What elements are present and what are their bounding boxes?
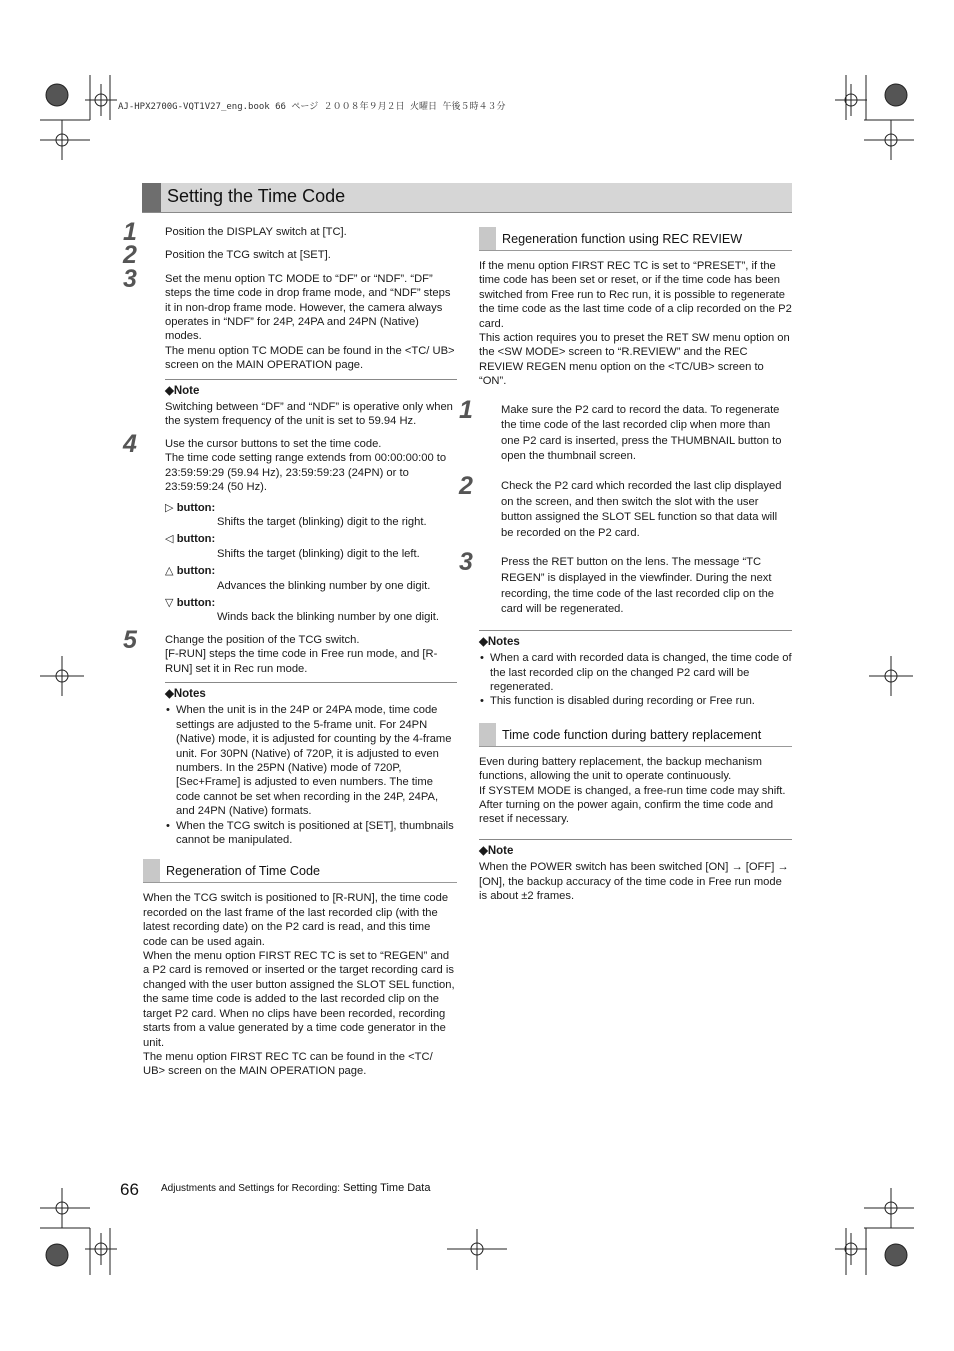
step-number: 4 (123, 429, 137, 458)
subheading-text: Time code function during battery replacement (502, 727, 762, 742)
note-heading: ◆Note (165, 384, 200, 397)
right-column (459, 227, 792, 903)
step-text: Make sure the P2 card to record the data. To regenerate the time code of the last recorded clip when more than one P2 card is inserted, press the THUMBNAIL button to open the thumbnail screen. (501, 403, 782, 463)
step-1 (459, 395, 792, 465)
note-heading: ◆Note (479, 844, 514, 857)
notes-heading: ◆Notes (165, 687, 206, 700)
button-desc: Shifts the target (blinking) digit to the left. (217, 547, 420, 560)
paragraph: Even during battery replacement, the backup mechanism functions, allowing the unit to operate continuously. (479, 755, 762, 783)
subheading-text: Regeneration function using REC REVIEW (502, 232, 743, 246)
notes-heading: ◆Notes (479, 635, 520, 648)
step-text: Press the RET button on the lens. The message “TC REGEN” is displayed in the viewfinder. During the next recording, the time code of the last recorded clip on the card will be regenerated. (501, 556, 775, 616)
battery-subheading (479, 723, 792, 747)
list-item: • This function is disabled during recording or Free run. (479, 694, 792, 708)
subheading-marker (479, 227, 496, 250)
note-text: When the POWER switch has been switched [ON] → [OFF] → [ON], the backup accuracy of the time code in Free run mode is about ±2 frames. (479, 861, 789, 903)
cursor-button-list (165, 501, 457, 625)
left-triangle-icon: ◁ (165, 533, 174, 546)
step-text: Check the P2 card which recorded the last clip displayed on the screen, and then switch the slot with the user button assigned the SLOT SEL function so that data will be recorded on the P2 card. (501, 480, 782, 539)
subheading-marker (479, 723, 496, 746)
button-right (165, 501, 457, 530)
step-number: 3 (459, 548, 473, 577)
step-2 (459, 472, 792, 541)
right-triangle-icon: ▷ (165, 501, 174, 514)
paragraph: When the TCG switch is positioned to [R-RUN], the time code recorded on the last frame of the last recorded clip (with the latest recording date) on the P2 card is read, and this time code can be used again. (143, 892, 449, 948)
button-desc: Shifts the target (blinking) digit to the right. (217, 515, 427, 528)
divider (479, 839, 792, 840)
step-number: 1 (459, 395, 473, 424)
button-label: button: (176, 565, 216, 578)
print-header-line: AJ-HPX2700G-VQT1V27_eng.book 66 ページ ２００８年９月２日 火曜日 午後５時４３分 (118, 102, 506, 112)
paragraph: If SYSTEM MODE is changed, a free-run time code may shift. After turning on the power again, confirm the time code and reset if necessary. (479, 784, 786, 826)
section-title-bar (142, 183, 792, 213)
step-5 (123, 625, 457, 848)
button-label: button: (176, 596, 216, 609)
step-3 (459, 548, 792, 617)
step-number: 1 (123, 218, 137, 246)
paragraph: This action requires you to preset the RET SW menu option on the <SW MODE> screen to “R.REVIEW” and the REC REVIEW REGEN menu option on the <TC/UB> screen to “ON”. (479, 332, 790, 388)
button-label: button: (176, 501, 216, 514)
footer-subsection-label: Setting Time Data (343, 1182, 431, 1194)
divider (165, 379, 457, 380)
list-item: • When the TCG switch is positioned at [SET], thumbnails cannot be manipulated. (165, 819, 457, 848)
step-number: 2 (459, 472, 473, 501)
divider (165, 682, 457, 683)
button-desc: Advances the blinking number by one digit. (217, 579, 431, 592)
step-1 (123, 218, 457, 246)
page-title: Setting the Time Code (167, 186, 346, 206)
subheading-marker (143, 859, 160, 882)
paragraph: When the menu option FIRST REC TC is set to “REGEN” and a P2 card is removed or inserted or the target recording card is changed with the user button assigned the SLOT SEL function, the same time code is added to the last recorded clip on the target P2 card. When no clips have been recorded, recording starts from a value generated by a time code generator in the unit. (143, 950, 455, 1049)
footer-section (161, 1182, 430, 1194)
down-triangle-icon: ▽ (165, 596, 174, 609)
step-number: 2 (123, 241, 137, 270)
step-2 (123, 241, 457, 270)
button-left (165, 532, 457, 561)
step-text-extra: The time code setting range extends from 00:00:00:00 to 23:59:59:29 (59.94 Hz), 23:59:59:23 (24PN) or to 23:59:59:24 (50 Hz). (165, 452, 447, 494)
regen-subheading (143, 859, 457, 883)
review-subheading (479, 227, 792, 251)
step-3 (123, 264, 457, 429)
up-triangle-icon: △ (165, 565, 174, 578)
step-text: Change the position of the TCG switch. (165, 633, 360, 646)
button-up (165, 564, 457, 593)
list-item: • When a card with recorded data is changed, the time code of the last recorded clip on the changed P2 card will be regenerated. (479, 651, 792, 694)
step-text: Position the DISPLAY switch at [TC]. (165, 226, 347, 238)
notes-list (165, 703, 457, 847)
step-4 (123, 429, 457, 625)
note-text: Switching between “DF” and “NDF” is operative only when the system frequency of the unit is set to 59.94 Hz. (165, 401, 453, 428)
button-down (165, 596, 457, 625)
button-label: button: (176, 533, 216, 546)
divider (479, 630, 792, 631)
step-number: 5 (123, 625, 137, 654)
step-number: 3 (123, 264, 137, 293)
title-marker (142, 183, 161, 212)
button-desc: Winds back the blinking number by one digit. (217, 611, 440, 624)
step-text: Position the TCG switch at [SET]. (165, 249, 331, 262)
footer-section-label: Adjustments and Settings for Recording: (161, 1183, 340, 1194)
step-text: Set the menu option TC MODE to “DF” or “NDF”. “DF” steps the time code in drop frame mode, and “NDF” steps it in non-drop frame mode. However, the camera always operates in “NDF” for 24P, 24PA and 24PN (Native) modes. (165, 272, 451, 343)
subheading-text: Regeneration of Time Code (166, 864, 321, 879)
step-text: Use the cursor buttons to set the time code. (165, 437, 382, 450)
paragraph: The menu option FIRST REC TC can be found in the <TC/ UB> screen on the MAIN OPERATION page. (143, 1050, 433, 1078)
list-item: • When the unit is in the 24P or 24PA mode, time code settings are adjusted to the 5-frame unit. For 24PN (Native) mode, it is adjusted for counting by the 4-frame unit. For 30PN (Native) of 720P, it is adjusted to even numbers. In the 25PN (Native) mode of 720P, [Sec+Frame] is adjusted to even numbers. The time code cannot be set when recording in the 24P, 24PA, and 24PN (Native) formats. (165, 703, 457, 818)
page-number: 66 (120, 1180, 139, 1199)
step-text-extra: [F-RUN] steps the time code in Free run mode, and [R-RUN] set it in Rec run mode. (165, 648, 438, 675)
paragraph: If the menu option FIRST REC TC is set to “PRESET”, if the time code has been set or reset, or if the time code has been switched from Free run to Rec run, it is possible to regenerate the time code as the last time code of a clip recorded on the P2 card. (479, 260, 792, 330)
left-column (123, 218, 457, 1079)
step-text-extra: The menu option TC MODE can be found in the <TC/ UB> screen on the MAIN OPERATION page. (165, 344, 455, 372)
notes-list (479, 651, 792, 709)
